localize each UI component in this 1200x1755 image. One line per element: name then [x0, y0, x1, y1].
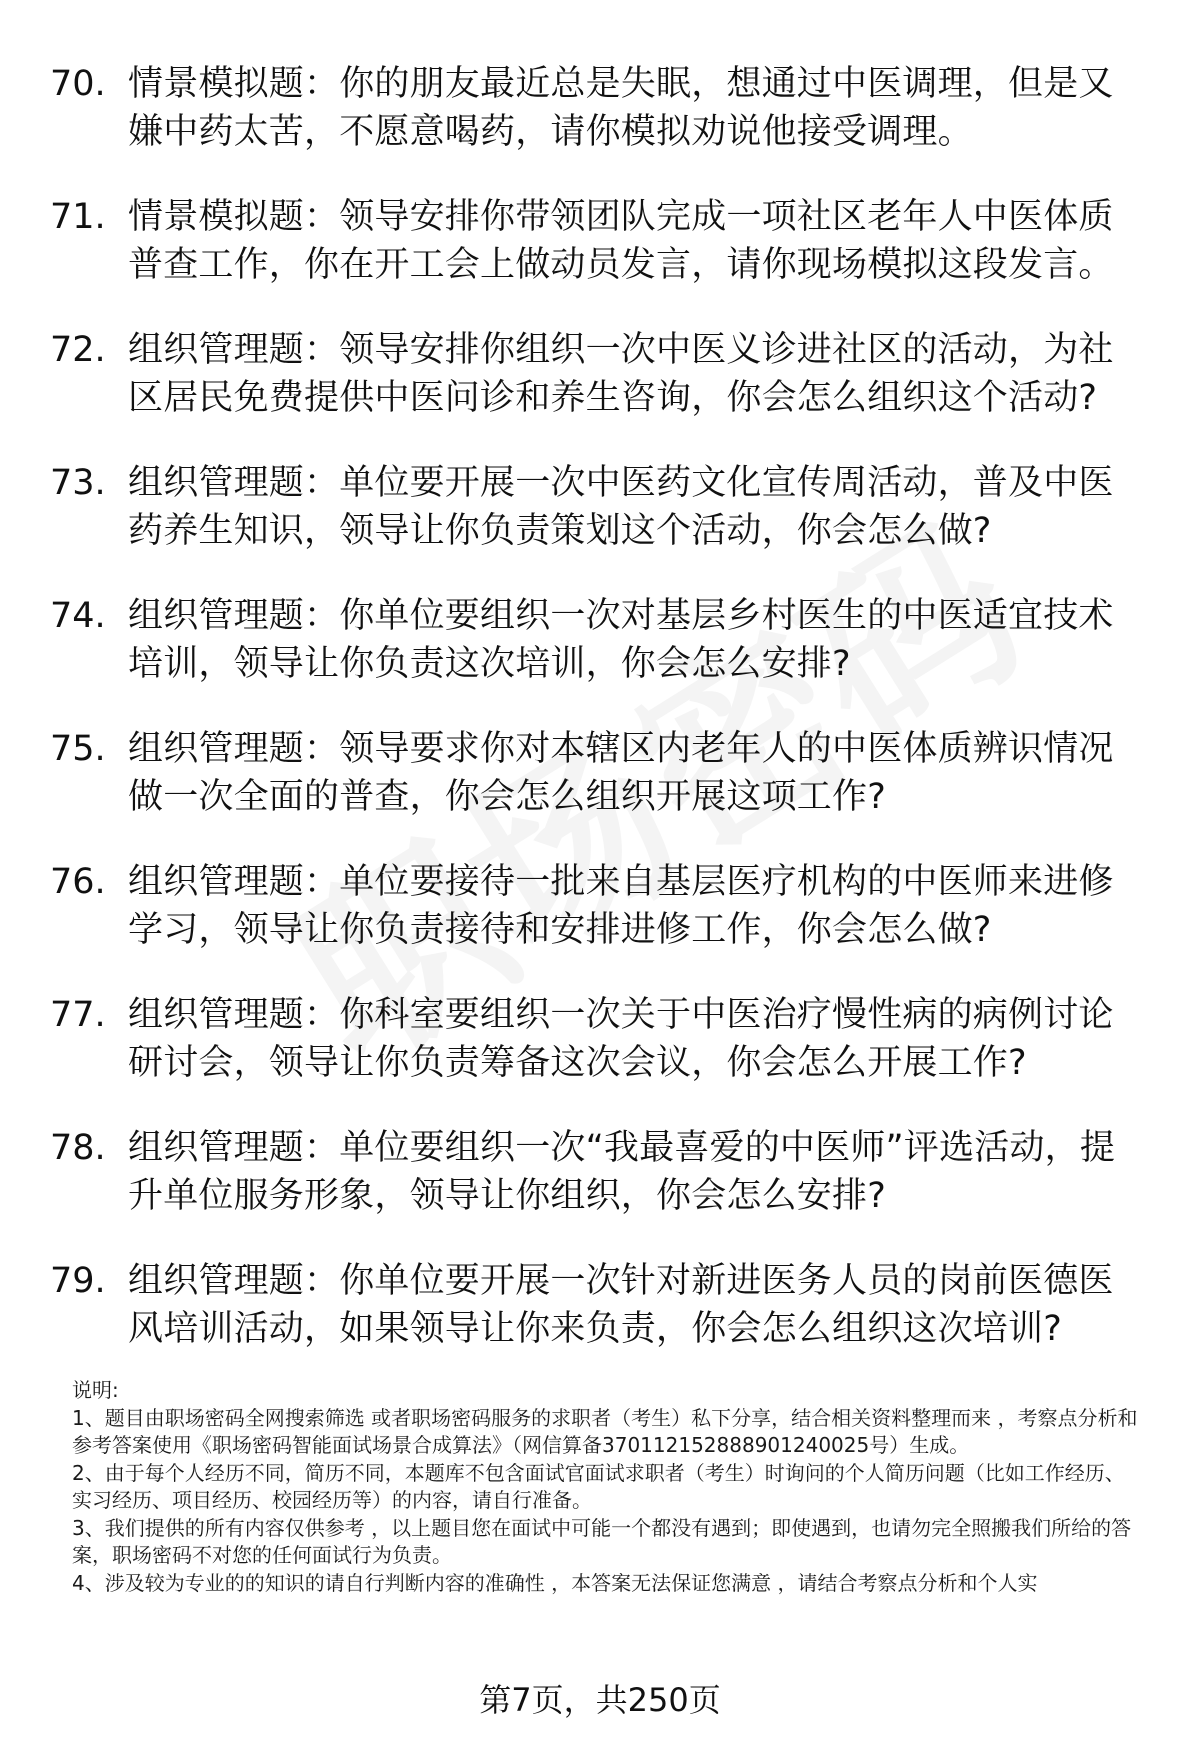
question-text: 组织管理题：你科室要组织一次关于中医治疗慢性病的病例讨论研讨会，领导让你负责筹备这次会议，你会怎么开展工作?	[128, 995, 1114, 1083]
question-text: 组织管理题：你单位要组织一次对基层乡村医生的中医适宜技术培训，领导让你负责这次培训，你会怎么安排?	[128, 596, 1114, 684]
question-item	[50, 326, 1150, 459]
question-text: 组织管理题：单位要接待一批来自基层医疗机构的中医师来进修学习，领导让你负责接待和安排进修工作，你会怎么做?	[128, 862, 1114, 950]
question-number: 70.	[50, 64, 106, 104]
question-text: 组织管理题：领导安排你组织一次中医义诊进社区的活动，为社区居民免费提供中医问诊和养生咨询，你会怎么组织这个活动?	[128, 330, 1114, 418]
notes-heading: 说明:	[72, 1378, 119, 1402]
question-item	[50, 858, 1150, 991]
question-list	[50, 60, 1150, 1390]
question-number: 79.	[50, 1261, 106, 1301]
question-number: 72.	[50, 330, 106, 370]
question-number: 73.	[50, 463, 106, 503]
question-item	[50, 725, 1150, 858]
question-item	[50, 1257, 1150, 1390]
question-item	[50, 592, 1150, 725]
question-item	[50, 459, 1150, 592]
page-number-footer: 第7页，共250页	[479, 1681, 721, 1719]
question-text: 组织管理题：你单位要开展一次针对新进医务人员的岗前医德医风培训活动，如果领导让你来负责，你会怎么组织这次培训?	[128, 1261, 1114, 1349]
question-text: 情景模拟题：领导安排你带领团队完成一项社区老年人中医体质普查工作，你在开工会上做动员发言，请你现场模拟这段发言。	[128, 197, 1114, 285]
question-number: 74.	[50, 596, 106, 636]
question-item	[50, 991, 1150, 1124]
question-number: 71.	[50, 197, 106, 237]
note-item: 2、由于每个人经历不同，简历不同，本题库不包含面试官面试求职者（考生）时询问的个人简历问题（比如工作经历、实习经历、项目经历、校园经历等）的内容，请自行准备。	[72, 1460, 1125, 1512]
question-number: 76.	[50, 862, 106, 902]
note-item: 1、题目由职场密码全网搜索筛选 或者职场密码服务的求职者（考生）私下分享，结合相关资料整理而来 ，考察点分析和参考答案使用《职场密码智能面试场景合成算法》（网信算备370112152888901240025号）生成。	[72, 1405, 1138, 1457]
note-item: 3、我们提供的所有内容仅供参考 ，以上题目您在面试中可能一个都没有遇到；即使遇到，也请勿完全照搬我们所给的答案，职场密码不对您的任何面试行为负责。	[72, 1515, 1132, 1567]
question-item	[50, 60, 1150, 193]
question-text: 组织管理题：单位要开展一次中医药文化宣传周活动，普及中医药养生知识，领导让你负责策划这个活动，你会怎么做?	[128, 463, 1114, 551]
question-number: 78.	[50, 1128, 106, 1168]
question-text: 情景模拟题：你的朋友最近总是失眠，想通过中医调理，但是又嫌中药太苦，不愿意喝药，请你模拟劝说他接受调理。	[128, 64, 1114, 152]
note-item: 4、涉及较为专业的的知识的请自行判断内容的准确性 ，本答案无法保证您满意 ，请结合考察点分析和个人实	[72, 1570, 1038, 1595]
question-text: 组织管理题：单位要组织一次“我最喜爱的中医师”评选活动，提升单位服务形象，领导让你组织，你会怎么安排?	[128, 1128, 1116, 1216]
question-item	[50, 1124, 1150, 1257]
question-item	[50, 193, 1150, 326]
question-number: 77.	[50, 995, 106, 1035]
notes-section	[72, 1377, 1140, 1597]
question-number: 75.	[50, 729, 106, 769]
question-text: 组织管理题：领导要求你对本辖区内老年人的中医体质辨识情况做一次全面的普查，你会怎么组织开展这项工作?	[128, 729, 1114, 817]
